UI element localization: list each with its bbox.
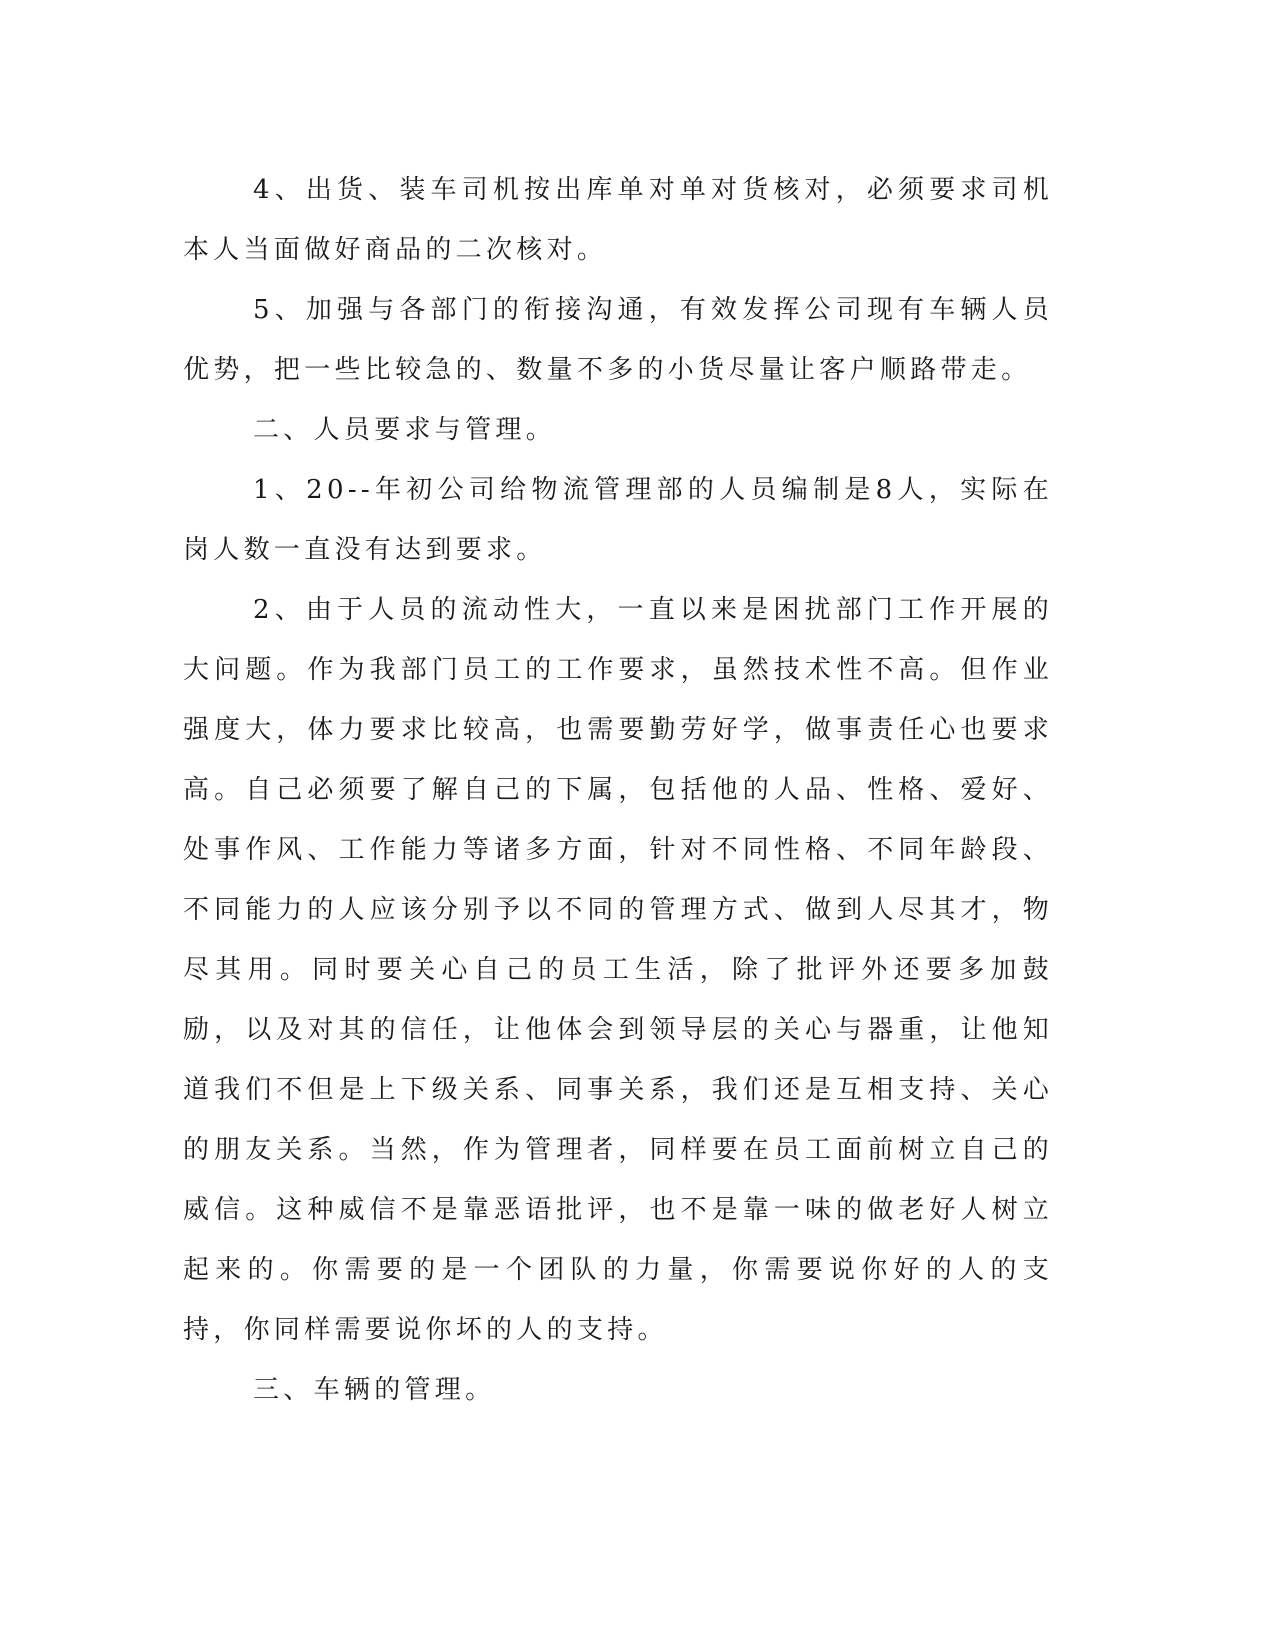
paragraph-staff-turnover: 2、由于人员的流动性大，一直以来是困扰部门工作开展的大问题。作为我部门员工的工作要求，虽然技术性不高。但作业强度大，体力要求比较高，也需要勤劳好学，做事责任心也要求高。自己必须要了解自己的下属，包括他的人品、性格、爱好、处事作风、工作能力等诸多方面，针对不同性格、不同年龄段、不同能力的人应该分别予以不同的管理方式、做到人尽其才，物尽其用。同时要关心自己的员工生活，除了批评外还要多加鼓励，以及对其的信任，让他体会到领导层的关心与器重，让他知道我们不但是上下级关系、同事关系，我们还是互相支持、关心的朋友关系。当然，作为管理者，同样要在员工面前树立自己的威信。这种威信不是靠恶语批评，也不是靠一味的做老好人树立起来的。你需要的是一个团队的力量，你需要说你好的人的支持，你同样需要说你坏的人的支持。 (183, 595, 1053, 1345)
section-heading-staff: 二、人员要求与管理。 (253, 415, 557, 445)
section-heading-vehicles: 三、车辆的管理。 (253, 1375, 496, 1405)
paragraph-staff-quota: 1、20--年初公司给物流管理部的人员编制是8人，实际在岗人数一直没有达到要求。 (183, 475, 1053, 565)
paragraph-department-communication: 5、加强与各部门的衔接沟通，有效发挥公司现有车辆人员优势，把一些比较急的、数量不多的小货尽量让客户顺路带走。 (183, 295, 1053, 385)
paragraph-shipping-check: 4、出货、装车司机按出库单对单对货核对，必须要求司机本人当面做好商品的二次核对。 (183, 175, 1053, 265)
document-body (183, 160, 1053, 1420)
